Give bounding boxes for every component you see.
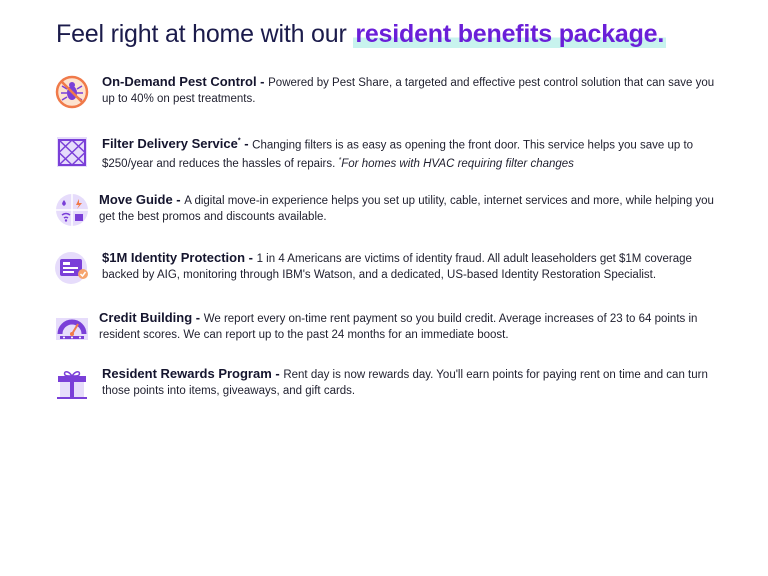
- gift-icon: [54, 366, 90, 402]
- benefit-body: Changing filters is as easy as opening the front door. This service helps you save up to $250/year and reduces the hassles of repairs.: [102, 139, 694, 171]
- benefit-title: Filter Delivery Service* -: [102, 136, 253, 152]
- benefit-filter-delivery-text: [102, 134, 722, 172]
- benefit-identity-protection-text: [102, 250, 722, 283]
- benefit-body: Powered by Pest Share, a targeted and effective pest control solution that can save you up to 40% on pest treatments.: [102, 77, 715, 105]
- benefit-title: Move Guide -: [99, 192, 185, 207]
- benefit-title: $1M Identity Protection -: [102, 250, 257, 265]
- benefit-body: Rent day is now rewards day. You'll earn points for paying rent on time and can turn those points into items, giveaways, and gift cards.: [102, 369, 708, 397]
- benefit-pest-control-text: [102, 74, 722, 107]
- benefit-move-guide-text: [99, 192, 719, 225]
- no-bug-icon: [54, 74, 90, 110]
- benefit-body: We report every on-time rent payment so you build credit. Average increases of 23 to 64 points in resident scores. We can report up to the past 24 months for an immediate boost.: [99, 313, 698, 341]
- benefit-title: Credit Building -: [99, 310, 204, 325]
- benefit-title: On-Demand Pest Control -: [102, 74, 269, 89]
- headline-highlight: resident benefits package.: [355, 20, 665, 48]
- benefit-credit-building-text: [99, 310, 719, 343]
- air-filter-icon: [54, 134, 90, 170]
- benefit-body: A digital move-in experience helps you set up utility, cable, internet services and more, while helping you get the best promos and discounts available.: [99, 195, 714, 223]
- benefit-title: Resident Rewards Program -: [102, 366, 284, 381]
- headline-prefix: Feel right at home with our: [56, 20, 354, 48]
- credit-score-icon: [54, 310, 90, 346]
- benefit-resident-rewards-text: [102, 366, 722, 399]
- benefit-body: 1 in 4 Americans are victims of identity fraud. All adult leaseholders get $1M coverage backed by AIG, monitoring through IBM's Watson, and a dedicated, US-based Identity Restoration Specialist.: [102, 253, 692, 281]
- page-headline: [56, 20, 666, 49]
- benefit-footnote: *For homes with HVAC requiring filter changes: [338, 157, 574, 171]
- id-card-icon: [54, 250, 90, 286]
- utilities-icon: [54, 192, 90, 228]
